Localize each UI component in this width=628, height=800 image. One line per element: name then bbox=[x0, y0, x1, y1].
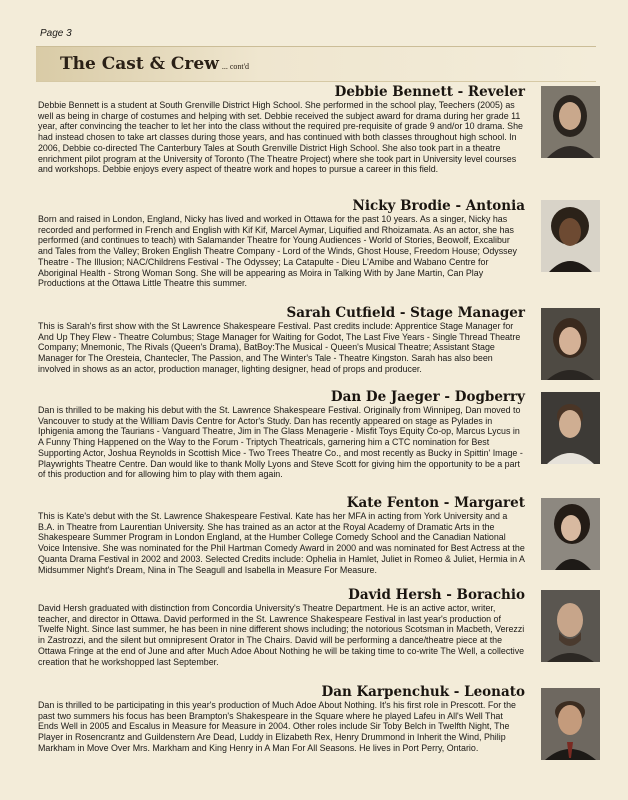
bio-text: Dan is thrilled to be making his debut with the St. Lawrence Shakespeare Festival. Originally from Winnipeg, Dan moved to Vancouver to study at the William Davis Centre for Actor's Study. Dan has recently appeared on stage as Pylades in Iphigenia among the Taurians - Vanguard Theatre, Jim in The Glass Menagerie - Misfit Toys Equity Co-op, Marcus Lycus in A Funny Thing Happened on the Way to the Forum - Triptych Theatricals, garnering him a CTC nomination for Best Supporting Actor, Joshua Reynolds in Scottish Mice - Two Trees Theatre Co., and most recently as Bucky in Spittin' Image - Playwrights Theatre Centre. Dan would like to thank Molly Lyons and Steve Scott for giving him the opportunity to be a part of this production and for allowing him to play with them again. bbox=[38, 405, 523, 480]
bio-text: Debbie Bennett is a student at South Grenville District High School. She performed in the school play, Teechers (2005) as well as being in charge of costumes and helping with set. Debbie received the subject award for drama during her grade 11 year, after convincing the teacher to let her into the class without the required pre-requisite of grade 9 and/or 10 drama. She had instead chosen to take art classes during those years, and has continued with both classes throughout high school. In 2006, Debbie co-directed The Canterbury Tales at South Grenville District High School. She also took part in a theatre enrichment pilot program at the University of Toronto (The Theatre Project) where she took part in University level courses and workshops. Debbie enjoys every aspect of theatre work and hopes to pursue a career in this field. bbox=[38, 100, 523, 175]
headshot-photo-debbie-bennett bbox=[541, 86, 600, 158]
bio-text: This is Sarah's first show with the St Lawrence Shakespeare Festival. Past credits include: Apprentice Stage Manager for And Up They Flew - Theatre Columbus; Stage Manager for Waiting for Godot, The Last Five Years - Single Thread Theatre Company; Mnemonic, The Rivals (Queen's Drama), BatBoy:The Musical - Queen's Musical Theatre; Assistant Stage Manager for The Oresteia, Chantecler, The Passion, and The Winter's Tale - Theatre Kingston. Sarah has also been involved in shows as an actor, production manager, lighting designer, head of props and producer. bbox=[38, 321, 521, 374]
bio-dan-karpenchuk bbox=[38, 684, 525, 784]
bio-name: David Hersh - Borachio bbox=[348, 587, 525, 603]
bio-text: Dan is thrilled to be participating in this year's production of Much Adoe About Nothing. It's his first role in Prescott. For the past two summers his focus has been Brampton's Shakespeare in the Square where he played Lafeu in All's Well That Ends Well in 2005 and Escalus in Measure for Measure in 2004. Other roles include Sir Toby Belch in Twelfth Night, The Player in Rosencrantz and Guildenstern Are Dead, Luddy in Elizabeth Rex, Henry Drummond in Inherit the Wind, Philip Markham in Move Over Mrs. Markham and King Henry in A Man For All Seasons. He lives in Port Perry, Ontario. bbox=[38, 700, 516, 753]
bio-sarah-cutfield bbox=[38, 305, 525, 385]
bio-text: This is Kate's debut with the St. Lawrence Shakespeare Festival. Kate has her MFA in acting from York University and a B.A. in Theatre from Laurentian University. She has trained as an actor at the Royal Academy of Dramatic Arts in the Shakespeare Summer Program in London England, at the Humber College Comedy School and the Canadian National Voice Intensive. She was nominated for the Phil Hartman Comedy Award in 2000 and was nominated for Best Actress at the Quanta Drama Festival in 2002 and 2003. Selected Credits include: Ophelia in Hamlet, Juliet in Romeo & Juliet, Hermia in A Midsummer Night's Dream, Nina in The Seagull and Isabella in Measure For Measure. bbox=[38, 511, 525, 575]
bio-kate-fenton bbox=[38, 495, 525, 587]
section-title-text: The Cast & Crew bbox=[60, 54, 219, 74]
headshot-photo-nicky-brodie bbox=[541, 200, 600, 272]
section-title bbox=[60, 54, 249, 74]
bio-name: Nicky Brodie - Antonia bbox=[352, 198, 525, 214]
headshot-photo-dan-de-jaeger bbox=[541, 392, 600, 464]
bio-debbie-bennett bbox=[38, 84, 525, 184]
bio-text: David Hersh graduated with distinction from Concordia University's Theatre Department. He is an active actor, writer, teacher, and director in Ottawa. David performed in the St. Lawrence Shakespeare Festival in last year's production of Twelfe Night. Since last summer, he has been in nine different shows including; the notorious Scotsman in Macbeth, Verezzi in Zastrozzi, and the silent but omnipresent Orator in The Chairs. David will be performing a dance/theatre piece at the Ottawa Fringe at the end of June and after Much Adoe About Nothing he will be taking time to co-write The Well, a collective creation that he workshopped last September. bbox=[38, 603, 525, 667]
bio-name: Kate Fenton - Margaret bbox=[346, 495, 525, 511]
headshot-photo-david-hersh bbox=[541, 590, 600, 662]
headshot-photo-dan-karpenchuk bbox=[541, 688, 600, 760]
page-number: Page 3 bbox=[40, 28, 72, 39]
headshot-photo-sarah-cutfield bbox=[541, 308, 600, 380]
section-subtitle: ... cont'd bbox=[221, 62, 250, 71]
bio-name: Dan Karpenchuk - Leonato bbox=[321, 684, 525, 700]
bio-david-hersh bbox=[38, 587, 525, 679]
bio-name: Debbie Bennett - Reveler bbox=[334, 84, 525, 100]
bio-name: Sarah Cutfield - Stage Manager bbox=[286, 305, 525, 321]
bio-name: Dan De Jaeger - Dogberry bbox=[330, 389, 525, 405]
bio-dan-de-jaeger bbox=[38, 389, 525, 489]
bio-nicky-brodie bbox=[38, 198, 525, 294]
headshot-photo-kate-fenton bbox=[541, 498, 600, 570]
bio-text: Born and raised in London, England, Nicky has lived and worked in Ottawa for the past 10 years. As a singer, Nicky has recorded and performed in French and English with Kif Kif, Marcel Aymar, Liquified and Rhoizamata. As an actor, she has performed (and continues to teach) with Salamander Theatre for Young Audiences - World of Stories, Beowolf, Excalibur and Tales from the Valley; Broken English Theatre Company - Lord of the Winds, Ghost House, Freedom House; Odyssey Theatre - The Illusion; NAC/Childrens Festival - The Odyssey; La Catapulte - Dieu L'Amibe and Wabano Centre for Aboriginal Health - Strong Woman Song. She will be appearing as Moira in Talking With by Jane Martin, Can Play Productions at the Ottawa Little Theatre this summer. bbox=[38, 214, 517, 289]
